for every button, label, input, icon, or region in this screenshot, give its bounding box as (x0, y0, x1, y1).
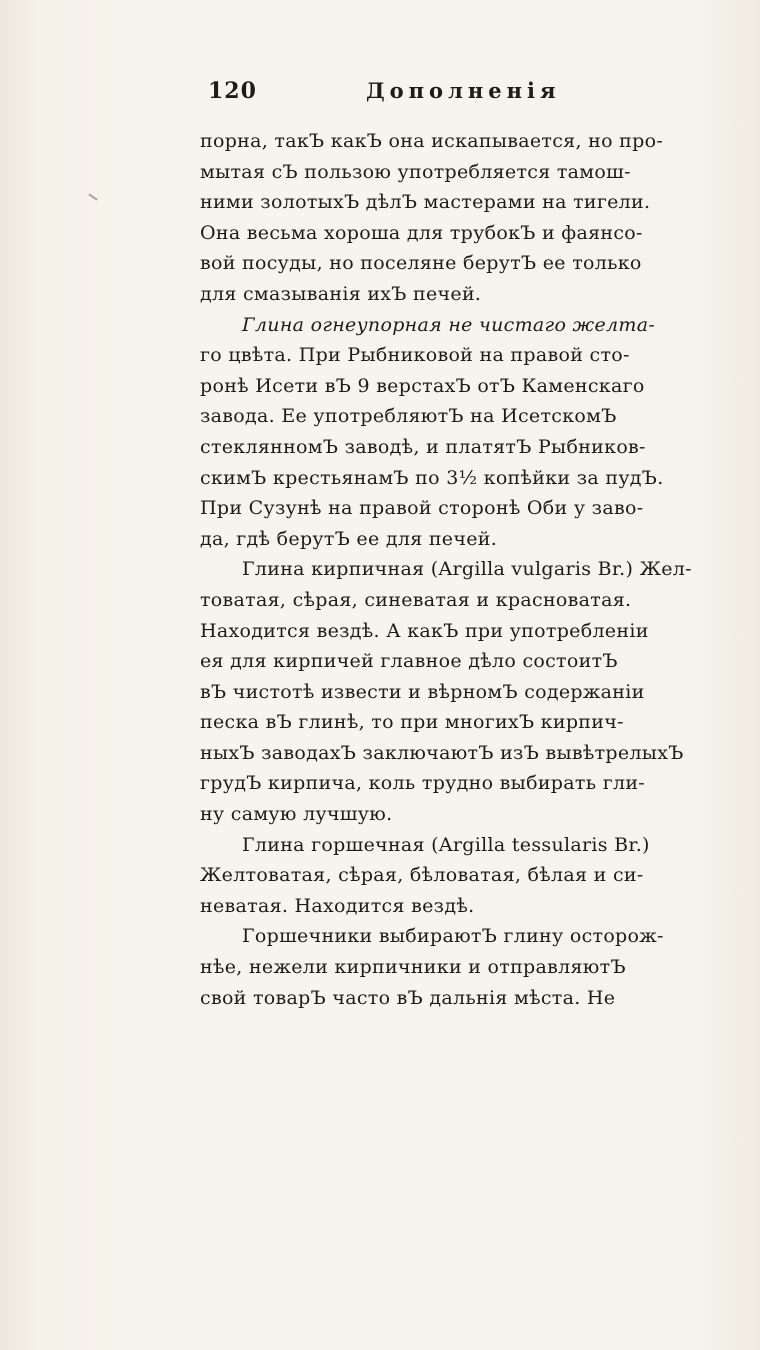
text-line: ея для кирпичей главное дѣло состоитЪ (200, 650, 618, 673)
text-line: вой посуды, но поселяне берутЪ ее только (200, 252, 642, 275)
margin-mark (88, 193, 97, 200)
body-text (200, 126, 728, 1013)
text-line: да, гдѣ берутЪ ее для печей. (200, 527, 498, 550)
text-line: При Сузунѣ на правой сторонѣ Оби у заво- (200, 497, 644, 520)
text-line: ну самую лучшую. (200, 803, 393, 826)
text-line: песка вЪ глинѣ, то при многихЪ кирпич- (200, 711, 624, 734)
text-line: ронѣ Исети вЪ 9 верстахЪ отЪ Каменскаго (200, 374, 645, 397)
page-header (200, 78, 600, 112)
text-line: Желтоватая, сѣрая, бѣловатая, бѣлая и си- (200, 864, 644, 887)
running-head: Дополненія (366, 78, 561, 103)
text-line: мытая сЪ пользою употребляется тамош- (200, 160, 631, 183)
text-line: неватая. Находится вездѣ. (200, 894, 475, 917)
text-line: для смазыванія ихЪ печей. (200, 282, 482, 305)
text-line: стеклянномЪ заводѣ, и платятЪ Рыбников- (200, 435, 646, 458)
section-heading-line: Глина горшечная (Argilla tessularis Br.) (242, 833, 650, 856)
text-line: го цвѣта. При Рыбниковой на правой сто- (200, 344, 630, 367)
text-line: грудЪ кирпича, коль трудно выбирать гли- (200, 772, 646, 795)
text-line: Она весьма хороша для трубокЪ и фаянсо- (200, 221, 643, 244)
text-line: нѣе, нежели кирпичники и отправляютЪ (200, 956, 626, 979)
text-line: товатая, сѣрая, синеватая и красноватая. (200, 588, 632, 611)
section-heading-line: Глина огнеупорная не чистаго желта- (242, 313, 656, 336)
text-line: скимЪ крестьянамЪ по 3½ копѣйки за пудЪ. (200, 466, 664, 489)
text-line: свой товарЪ часто вЪ дальнія мѣста. Не (200, 986, 616, 1009)
section-heading-line: Глина кирпичная (Argilla vulgaris Br.) Жел- (242, 558, 692, 581)
text-line: вЪ чистотѣ извести и вѣрномЪ содержаніи (200, 680, 645, 703)
text-line: ныхЪ заводахЪ заключаютЪ изЪ вывѣтрелыхЪ (200, 741, 684, 764)
paragraph-start-line: Горшечники выбираютЪ глину осторож- (242, 925, 664, 948)
text-line: завода. Ее употребляютЪ на ИсетскомЪ (200, 405, 617, 428)
text-line: порна, такЪ какЪ она искапывается, но про- (200, 130, 664, 152)
page-number: 120 (208, 78, 257, 104)
text-line: Находится вездѣ. А какЪ при употребленіи (200, 619, 649, 642)
text-line: ними золотыхЪ дѣлЪ мастерами на тигели. (200, 191, 651, 214)
